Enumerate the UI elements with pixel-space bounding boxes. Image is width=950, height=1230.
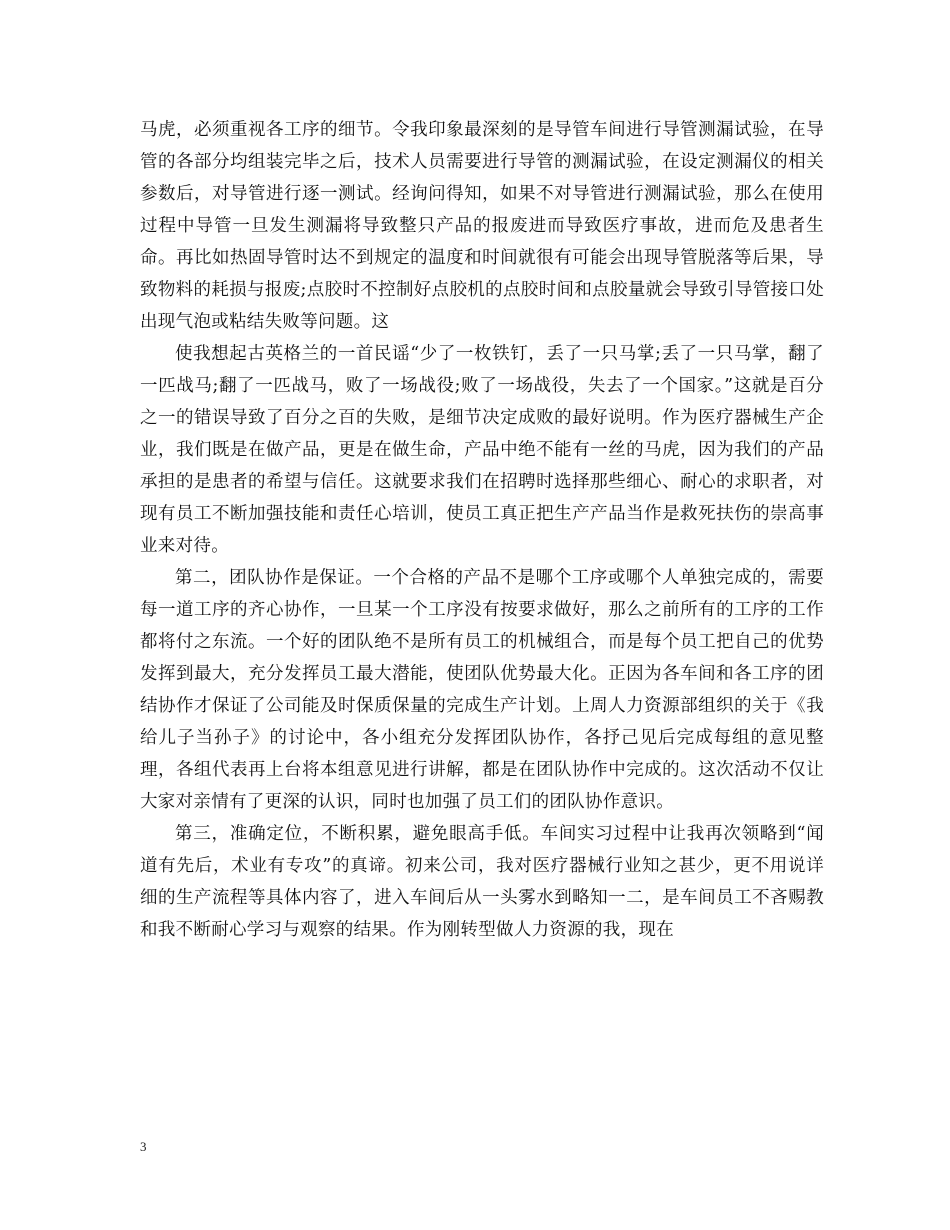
paragraph-3: 第二，团队协作是保证。一个合格的产品不是哪个工序或哪个人单独完成的，需要每一道工序的齐心协作，一旦某一个工序没有按要求做好，那么之前所有的工序的工作都将付之东流。一个好的团队绝不是所有员工的机械组合，而是每个员工把自己的优势发挥到最大，充分发挥员工最大潜能，使团队优势最大化。正因为各车间和各工序的团结协作才保证了公司能及时保质保量的完成生产计划。上周人力资源部组织的关于《我给儿子当孙子》的讨论中，各小组充分发挥团队协作，各抒己见后完成每组的意见整理，各组代表再上台将本组意见进行讲解，都是在团队协作中完成的。这次活动不仅让大家对亲情有了更深的认识，同时也加强了员工们的团队协作意识。 [140,568,824,812]
paragraph-1: 马虎，必须重视各工序的细节。令我印象最深刻的是导管车间进行导管测漏试验，在导管的各部分均组装完毕之后，技术人员需要进行导管的测漏试验，在设定测漏仪的相关参数后，对导管进行逐一测试。经询问得知，如果不对导管进行测漏试验，那么在使用过程中导管一旦发生测漏将导致整只产品的报废进而导致医疗事故，进而危及患者生命。再比如热固导管时达不到规定的温度和时间就很有可能会出现导管脱落等后果，导致物料的耗损与报废;点胶时不控制好点胶机的点胶时间和点胶量就会导致引导管接口处出现气泡或粘结失败等问题。这 [140,120,824,332]
document-body [140,114,824,946]
paragraph-2: 使我想起古英格兰的一首民谣“少了一枚铁钉，丢了一只马掌;丢了一只马掌，翻了一匹战马;翻了一匹战马，败了一场战役;败了一场战役，失去了一个国家。”这就是百分之一的错误导致了百分之百的失败，是细节决定成败的最好说明。作为医疗器械生产企业，我们既是在做产品，更是在做生命，产品中绝不能有一丝的马虎，因为我们的产品承担的是患者的希望与信任。这就要求我们在招聘时选择那些细心、耐心的求职者，对现有员工不断加强技能和责任心培训，使员工真正把生产产品当作是救死扶伤的崇高事业来对待。 [140,344,824,556]
paragraph-4: 第三，准确定位，不断积累，避免眼高手低。车间实习过程中让我再次领略到“闻道有先后，术业有专攻”的真谛。初来公司，我对医疗器械行业知之甚少，更不用说详细的生产流程等具体内容了，进入车间后从一头雾水到略知一二，是车间员工不吝赐教和我不断耐心学习与观察的结果。作为刚转型做人力资源的我，现在 [140,824,824,940]
page-number: 3 [140,1139,147,1154]
